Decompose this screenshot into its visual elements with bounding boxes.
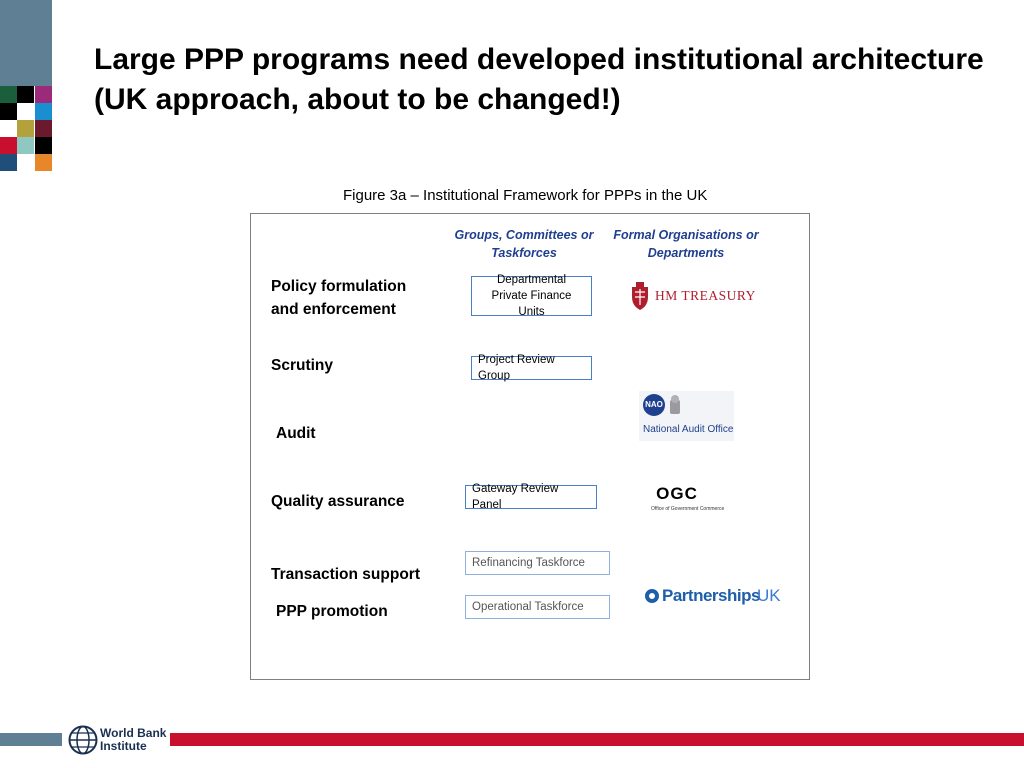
partnerships-uk-text: UK [757,586,781,605]
box-departmental-pfu: Departmental Private Finance Units [471,276,592,316]
row-label-transaction: Transaction support [271,566,420,583]
box-refinancing-taskforce: Refinancing Taskforce [465,551,610,575]
globe-icon [68,725,98,755]
row-label-promotion: PPP promotion [276,603,388,620]
row-label-scrutiny: Scrutiny [271,357,334,374]
slide-title: Large PPP programs need developed institutional architecture (UK approach, about to be changed!) [94,43,984,116]
footer-org-name [100,727,166,753]
partnerships-text: Partnerships [662,586,760,605]
partnerships-uk-logo [645,586,795,612]
ogc-mark: OGC [656,484,698,503]
box-operational-taskforce: Operational Taskforce [465,595,610,619]
figure-frame [250,213,810,680]
figure-caption: Figure 3a – Institutional Framework for PPPs in the UK [343,187,708,204]
box-gateway-review-panel: Gateway Review Panel [465,485,597,509]
crest-icon [667,394,683,416]
crest-icon [629,281,651,311]
column-header-formal: Formal Organisations or Departments [613,228,759,260]
hm-treasury-text: HM TREASURY [655,288,756,303]
ogc-logo [651,484,725,514]
nao-badge-text: NAO [645,400,663,409]
ogc-subtitle: Office of Government Commerce [651,506,725,512]
national-audit-office-logo [639,391,734,441]
column-header-groups: Groups, Committees or Taskforces [454,228,594,260]
partnerships-o-icon [645,589,659,603]
footer-bar-red [170,733,1024,746]
footer-bar-grey [0,733,62,746]
footer-org-line1: World Bank [100,726,167,740]
decorative-bar [0,0,52,86]
hm-treasury-logo [629,281,759,311]
footer-org-line2: Institute [100,739,147,753]
row-label-policy: Policy formulation and enforcement [271,278,407,318]
nao-name: National Audit Office [643,424,734,435]
row-label-audit: Audit [276,425,316,442]
box-project-review-group: Project Review Group [471,356,592,380]
row-label-quality: Quality assurance [271,493,405,510]
